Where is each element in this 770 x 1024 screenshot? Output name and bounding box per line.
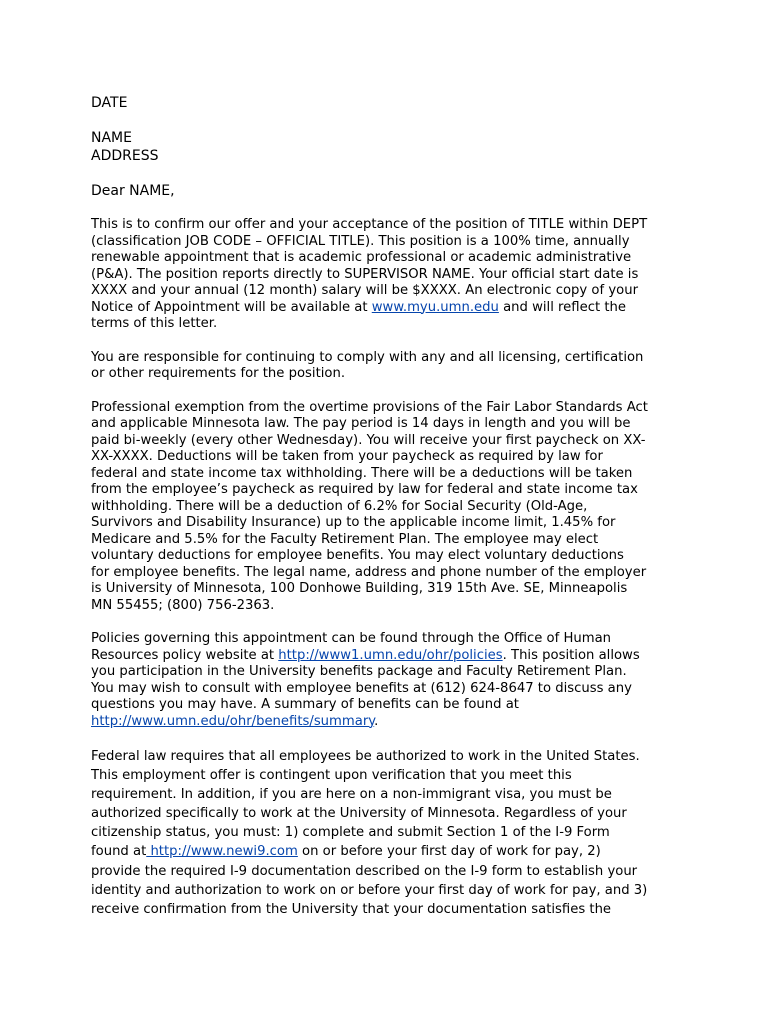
text-line: You may wish to consult with employee benefits at (612) 624-8647 to discuss any — [91, 680, 632, 696]
myu-link[interactable]: www.myu.umn.edu — [371, 299, 499, 315]
text-line: Survivors and Disability Insurance) up to the applicable income limit, 1.45% for — [91, 515, 616, 530]
text-line: questions you may have. A summary of benefits can be found at — [91, 697, 519, 712]
benefits-summary-link[interactable]: http://www.umn.edu/ohr/benefits/summary — [91, 713, 375, 729]
text-fragment: on or before your first day of work for pay, 2) — [297, 844, 601, 860]
letter-page — [91, 94, 691, 919]
text-line: identity and authorization to work on or before your first day of work for pay, and 3) — [91, 882, 648, 898]
text-line: you participation in the University benefits package and Faculty Retirement Plan. — [91, 664, 627, 679]
recipient-name: NAME — [91, 130, 132, 146]
text-line — [91, 648, 691, 665]
text-line: Federal law requires that all employees be authorized to work in the United States. — [91, 749, 640, 764]
text-line: withholding. There will be a deduction of 6.2% for Social Security (Old-Age, — [91, 498, 588, 514]
spacer — [91, 165, 691, 182]
text-line: This employment offer is contingent upon verification that you meet this — [91, 768, 572, 784]
paragraph-pay — [91, 400, 691, 615]
text-fragment: and will reflect the — [498, 299, 626, 315]
text-line: MN 55455; (800) 756-2363. — [91, 597, 275, 613]
text-line: is University of Minnesota, 100 Donhowe Building, 319 15th Ave. SE, Minneapolis — [91, 581, 628, 596]
text-line: or other requirements for the position. — [91, 366, 346, 381]
paragraph-offer — [91, 217, 691, 333]
text-line: requirement. In addition, if you are here on a non-immigrant visa, you must be — [91, 787, 612, 803]
paragraph-licensing — [91, 350, 691, 383]
text-line — [91, 842, 691, 861]
text-line: (P&A). The position reports directly to SUPERVISOR NAME. Your official start date is — [91, 266, 639, 282]
text-fragment: Resources policy website at — [91, 647, 279, 663]
text-line: Medicare and 5.5% for the Faculty Retirement Plan. The employee may elect — [91, 531, 599, 547]
text-line: XXXX and your annual (12 month) salary will be $XXXX. An electronic copy of your — [91, 283, 638, 298]
text-fragment: . This position allows — [502, 647, 640, 663]
text-line: terms of this letter. — [91, 316, 218, 331]
paragraph-policies — [91, 631, 691, 730]
salutation: Dear NAME, — [91, 183, 175, 199]
paragraph-work-authorization — [91, 747, 691, 919]
text-line: Policies governing this appointment can be found through the Office of Human — [91, 631, 612, 646]
text-line: authorized specifically to work at the University of Minnesota. Regardless of your — [91, 806, 627, 822]
text-line: paid bi-weekly (every other Wednesday). You will receive your first paycheck on XX- — [91, 432, 646, 448]
text-line: provide the required I-9 documentation described on the I-9 form to establish your — [91, 863, 638, 879]
text-line: for employee benefits. The legal name, address and phone number of the employer — [91, 564, 647, 580]
text-line: federal and state income tax withholding. There will be a deductions will be taken — [91, 465, 633, 481]
text-fragment: . — [374, 713, 379, 729]
spacer — [91, 112, 691, 129]
policies-link[interactable]: http://www1.umn.edu/ohr/policies — [278, 647, 503, 663]
text-line: renewable appointment that is academic professional or academic administrative — [91, 250, 632, 265]
text-line: This is to confirm our offer and your acceptance of the position of TITLE within DEPT — [91, 217, 648, 232]
text-fragment: found at — [91, 844, 147, 860]
recipient-address: ADDRESS — [91, 148, 159, 164]
text-line: XX-XXXX. Deductions will be taken from your paycheck as required by law for — [91, 449, 603, 464]
text-line — [91, 300, 691, 317]
text-line: from the employee’s paycheck as required by law for federal and state income tax — [91, 482, 638, 497]
newi9-link[interactable]: http://www.newi9.com — [146, 844, 298, 860]
text-line: and applicable Minnesota law. The pay period is 14 days in length and you will be — [91, 416, 631, 431]
text-line: citizenship status, you must: 1) complete and submit Section 1 of the I-9 Form — [91, 825, 610, 841]
text-fragment: Notice of Appointment will be available at — [91, 299, 372, 315]
text-line: (classification JOB CODE – OFFICIAL TITLE). This position is a 100% time, annually — [91, 233, 630, 249]
text-line: You are responsible for continuing to comply with any and all licensing, certification — [91, 349, 644, 365]
text-line: voluntary deductions for employee benefits. You may elect voluntary deductions — [91, 548, 624, 563]
text-line — [91, 714, 691, 731]
date-line: DATE — [91, 95, 128, 111]
text-line: Professional exemption from the overtime provisions of the Fair Labor Standards Act — [91, 399, 648, 415]
text-line: receive confirmation from the University that your documentation satisfies the — [91, 901, 612, 917]
